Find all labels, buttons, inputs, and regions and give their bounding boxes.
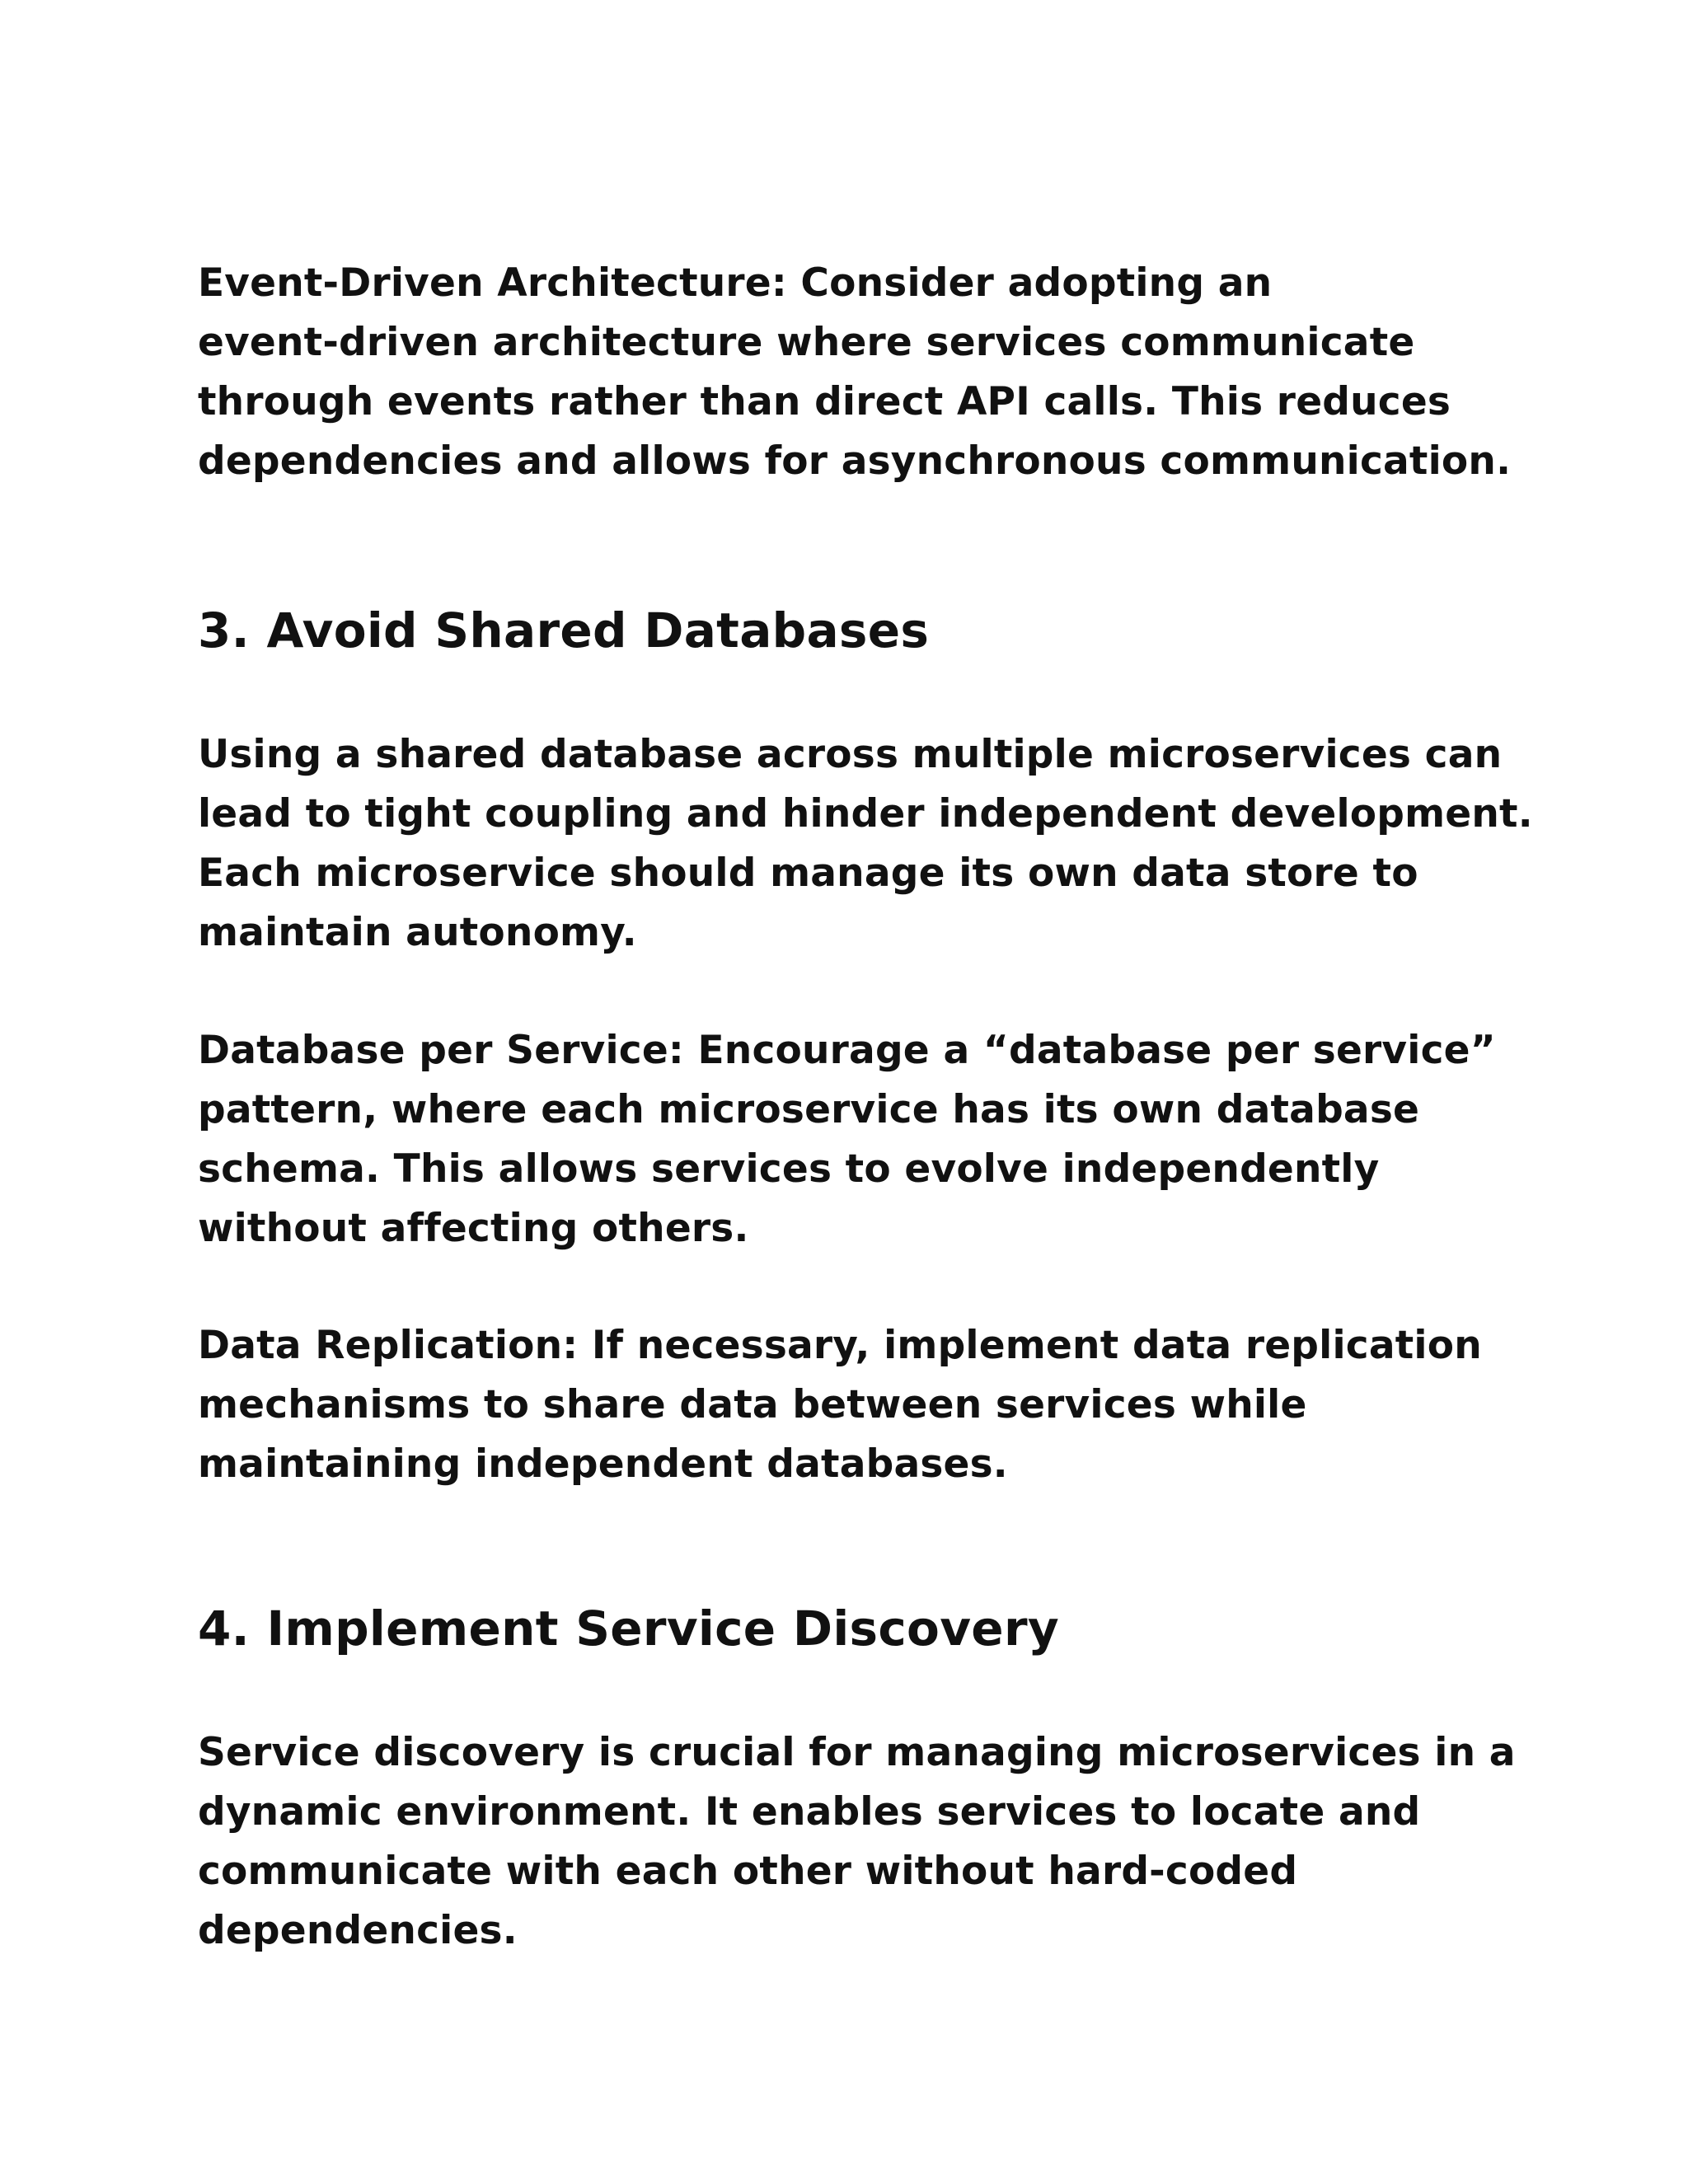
paragraph-line: maintaining independent databases.: [198, 1441, 1008, 1487]
paragraph-line: dependencies.: [198, 1908, 518, 1953]
paragraph-line: lead to tight coupling and hinder independent development.: [198, 791, 1533, 837]
paragraph-line: pattern, where each microservice has its own database: [198, 1087, 1420, 1132]
paragraph-line: dependencies and allows for asynchronous communication.: [198, 438, 1512, 484]
paragraph-line: Each microservice should manage its own data store to: [198, 851, 1418, 896]
paragraph-line: event-driven architecture where services communicate: [198, 320, 1415, 365]
paragraph-line: Data Replication: If necessary, implement data replication: [198, 1323, 1482, 1368]
paragraph-line: schema. This allows services to evolve independently: [198, 1146, 1380, 1192]
paragraph-line: without affecting others.: [198, 1206, 749, 1251]
paragraph-line: dynamic environment. It enables services to locate and: [198, 1789, 1421, 1835]
section-heading-implement-service-discovery: 4. Implement Service Discovery: [198, 1601, 1059, 1657]
paragraph-data-replication: [198, 1316, 1517, 1494]
paragraph-shared-database: [198, 725, 1533, 963]
paragraph-event-driven-architecture: [198, 254, 1517, 491]
paragraph-line: Event-Driven Architecture: Consider adopting an: [198, 260, 1273, 306]
paragraph-line: communicate with each other without hard-coded: [198, 1849, 1298, 1894]
paragraph-line: Using a shared database across multiple microservices can: [198, 732, 1503, 777]
section-heading-avoid-shared-databases: 3. Avoid Shared Databases: [198, 602, 930, 658]
paragraph-service-discovery: [198, 1723, 1517, 1961]
paragraph-line: through events rather than direct API calls. This reduces: [198, 379, 1451, 424]
paragraph-line: maintain autonomy.: [198, 910, 637, 955]
paragraph-database-per-service: [198, 1021, 1517, 1258]
paragraph-line: Service discovery is crucial for managing microservices in a: [198, 1730, 1516, 1775]
paragraph-line: mechanisms to share data between services while: [198, 1382, 1307, 1427]
paragraph-line: Database per Service: Encourage a “database per service”: [198, 1028, 1496, 1073]
